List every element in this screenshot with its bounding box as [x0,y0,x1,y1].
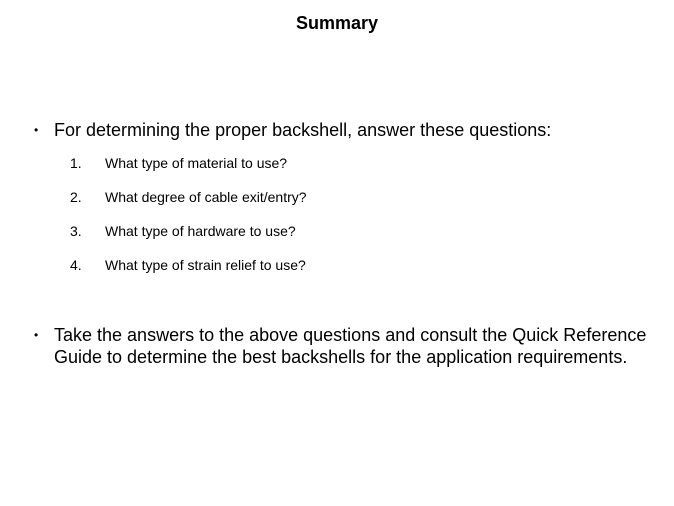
slide-title: Summary [295,13,379,33]
question-text: What degree of cable exit/entry? [105,189,307,205]
bullet-marker: • [34,123,39,137]
question-number: 3. [70,223,82,239]
bullet-text: Take the answers to the above questions and consult the Quick Reference Guide to determine the best backshells for the application requirements. [54,325,647,367]
bullet-text: For determining the proper backshell, answer these questions: [54,120,552,140]
question-text: What type of strain relief to use? [105,257,306,273]
question-text: What type of material to use? [105,155,288,171]
question-number: 4. [70,257,82,273]
question-item [70,255,630,289]
question-text: What type of hardware to use? [105,223,296,239]
question-item [70,221,630,255]
question-item [70,153,630,187]
bullet-item [34,119,664,141]
bullet-item [34,324,664,368]
question-number: 2. [70,189,82,205]
bullet-marker: • [34,328,39,342]
question-item [70,187,630,221]
question-number: 1. [70,155,82,171]
questions-list [70,153,630,289]
